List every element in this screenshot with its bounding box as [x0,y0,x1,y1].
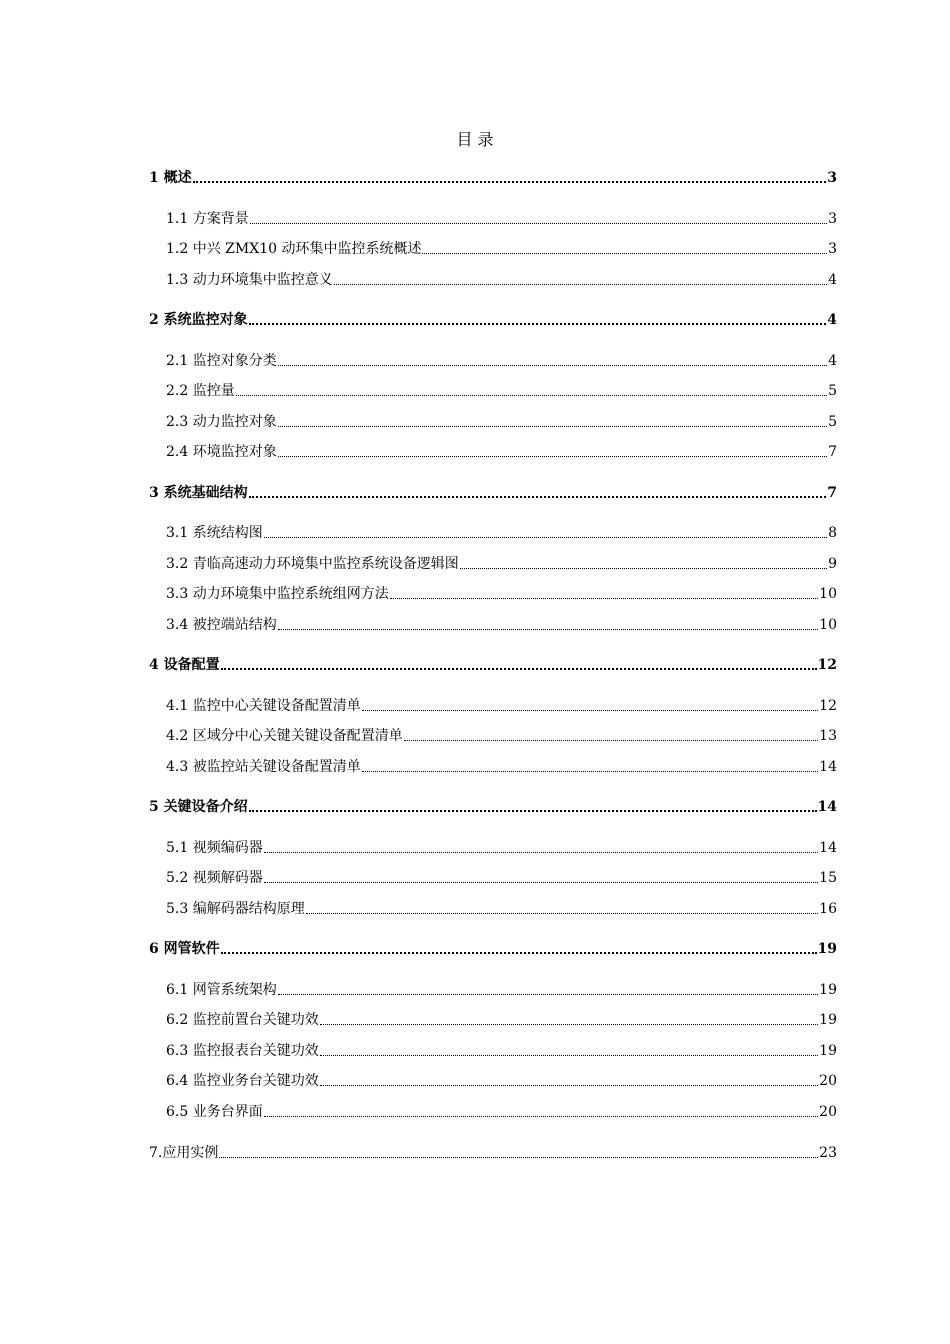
toc-entry[interactable] [149,412,837,432]
toc-entry[interactable] [149,351,837,371]
toc-entry-page-number: 8 [828,525,837,541]
dot-leader [320,1085,818,1086]
toc-entry-page-number: 20 [819,1073,837,1089]
toc-title: 目 录 [456,130,494,149]
dot-leader [278,994,818,995]
toc-entry-label: 4 设备配置 [149,657,220,673]
toc-entry[interactable] [149,209,837,229]
toc-entry-label: 1.3 动力环境集中监控意义 [166,272,333,288]
toc-entry[interactable] [149,523,837,543]
toc-entry[interactable] [149,239,837,259]
toc-entry[interactable] [149,584,837,604]
dot-leader [264,537,827,538]
dot-leader [278,426,827,427]
toc-entry[interactable] [149,381,837,401]
toc-entry-label: 4.2 区域分中心关键关键设备配置清单 [166,728,403,744]
toc-entry-page-number: 15 [819,870,837,886]
toc-entry-label: 7.应用实例 [149,1145,219,1161]
dot-leader [362,771,818,772]
toc-entry-label: 4.1 监控中心关键设备配置清单 [166,698,361,714]
toc-entry-page-number: 13 [819,728,837,744]
toc-entry-label: 6.5 业务台界面 [166,1104,263,1120]
toc-entry-page-number: 4 [828,353,837,369]
dot-leader [362,710,818,711]
toc-entry-label: 2.3 动力监控对象 [166,414,277,430]
toc-entry-page-number: 12 [817,657,837,673]
toc-entry-label: 3.4 被控端站结构 [166,617,277,633]
dot-leader [264,1116,818,1117]
toc-entry-page-number: 19 [819,1012,837,1028]
toc-entry[interactable] [149,1071,837,1091]
toc-entry[interactable] [149,554,837,574]
toc-entry[interactable] [149,980,837,1000]
toc-entry-page-number: 19 [817,941,837,957]
dot-leader [460,568,827,569]
toc-entry-label: 5.2 视频解码器 [166,870,263,886]
dot-leader [264,852,818,853]
toc-entry-label: 2.4 环境监控对象 [166,444,277,460]
toc-entry-label: 5.1 视频编码器 [166,840,263,856]
dot-leader [193,181,827,183]
toc-entry-label: 1.2 中兴 ZMX10 动环集中监控系统概述 [166,241,422,257]
toc-entry-page-number: 5 [828,383,837,399]
toc-entry[interactable] [149,1010,837,1030]
toc-entry[interactable] [149,615,837,635]
toc-entry[interactable] [149,696,837,716]
toc-entry-label: 2.1 监控对象分类 [166,353,277,369]
toc-entry-label: 6.4 监控业务台关键功效 [166,1073,319,1089]
dot-leader [306,913,818,914]
toc-entry-label: 2 系统监控对象 [149,312,248,328]
toc-entry-label: 1 概述 [149,170,192,186]
dot-leader [278,456,827,457]
dot-leader [404,740,818,741]
toc-entry-label: 6.3 监控报表台关键功效 [166,1043,319,1059]
toc-entry-label: 3.1 系统结构图 [166,525,263,541]
dot-leader [278,629,818,630]
toc-entry-page-number: 16 [819,901,837,917]
toc-entry-page-number: 3 [828,241,837,257]
dot-leader [422,253,827,254]
toc-entry[interactable] [149,868,837,888]
dot-leader [264,882,818,883]
toc-entry-page-number: 20 [819,1104,837,1120]
toc-entry[interactable] [149,310,837,330]
toc-entry[interactable] [149,655,837,675]
toc-entry-label: 3 系统基础结构 [149,485,248,501]
toc-entry-page-number: 10 [819,617,837,633]
toc-entry-label: 6.2 监控前置台关键功效 [166,1012,319,1028]
toc-entry-page-number: 9 [828,556,837,572]
toc-entry-label: 2.2 监控量 [166,383,235,399]
toc-entry-page-number: 7 [827,485,837,501]
toc-entry-label: 5.3 编解码器结构原理 [166,901,305,917]
toc-entry-page-number: 4 [828,272,837,288]
toc-entry[interactable] [149,726,837,746]
toc-entry-page-number: 14 [819,840,837,856]
toc-entry[interactable] [149,483,837,503]
toc-entry-page-number: 19 [819,982,837,998]
dot-leader [249,810,817,812]
toc-entry-page-number: 7 [828,444,837,460]
dot-leader [221,668,817,670]
dot-leader [390,598,818,599]
toc-entry-label: 5 关键设备介绍 [149,799,248,815]
toc-entry-page-number: 12 [819,698,837,714]
toc-entry-label: 6.1 网管系统架构 [166,982,277,998]
toc-entry-page-number: 3 [828,211,837,227]
dot-leader [249,323,827,325]
toc-entry[interactable] [149,1041,837,1061]
toc-entry-page-number: 3 [827,170,837,186]
toc-entry[interactable] [149,838,837,858]
toc-entry-label: 4.3 被监控站关键设备配置清单 [166,759,361,775]
toc-entry[interactable] [149,899,837,919]
toc-entry[interactable] [149,168,837,188]
dot-leader [249,496,827,498]
toc-entry-label: 3.3 动力环境集中监控系统组网方法 [166,586,389,602]
toc-entry-label: 6 网管软件 [149,941,220,957]
toc-entry[interactable] [149,1143,837,1163]
toc-entry-label: 1.1 方案背景 [166,211,249,227]
toc-entry-page-number: 14 [817,799,837,815]
dot-leader [320,1024,818,1025]
toc-entry-page-number: 5 [828,414,837,430]
toc-entry[interactable] [149,270,837,290]
dot-leader [236,395,827,396]
dot-leader [219,1157,818,1158]
toc-entry[interactable] [149,797,837,817]
toc-entry-page-number: 19 [819,1043,837,1059]
dot-leader [221,952,817,954]
toc-entry-page-number: 4 [827,312,837,328]
toc-entry[interactable] [149,939,837,959]
toc-entry[interactable] [149,442,837,462]
toc-entry[interactable] [149,757,837,777]
toc-entry-page-number: 23 [819,1145,837,1161]
toc-entry[interactable] [149,1102,837,1122]
toc-entry-label: 3.2 青临高速动力环境集中监控系统设备逻辑图 [166,556,459,572]
dot-leader [278,365,827,366]
toc-entry-page-number: 10 [819,586,837,602]
dot-leader [320,1055,818,1056]
dot-leader [334,284,827,285]
toc-entry-page-number: 14 [819,759,837,775]
dot-leader [250,223,827,224]
